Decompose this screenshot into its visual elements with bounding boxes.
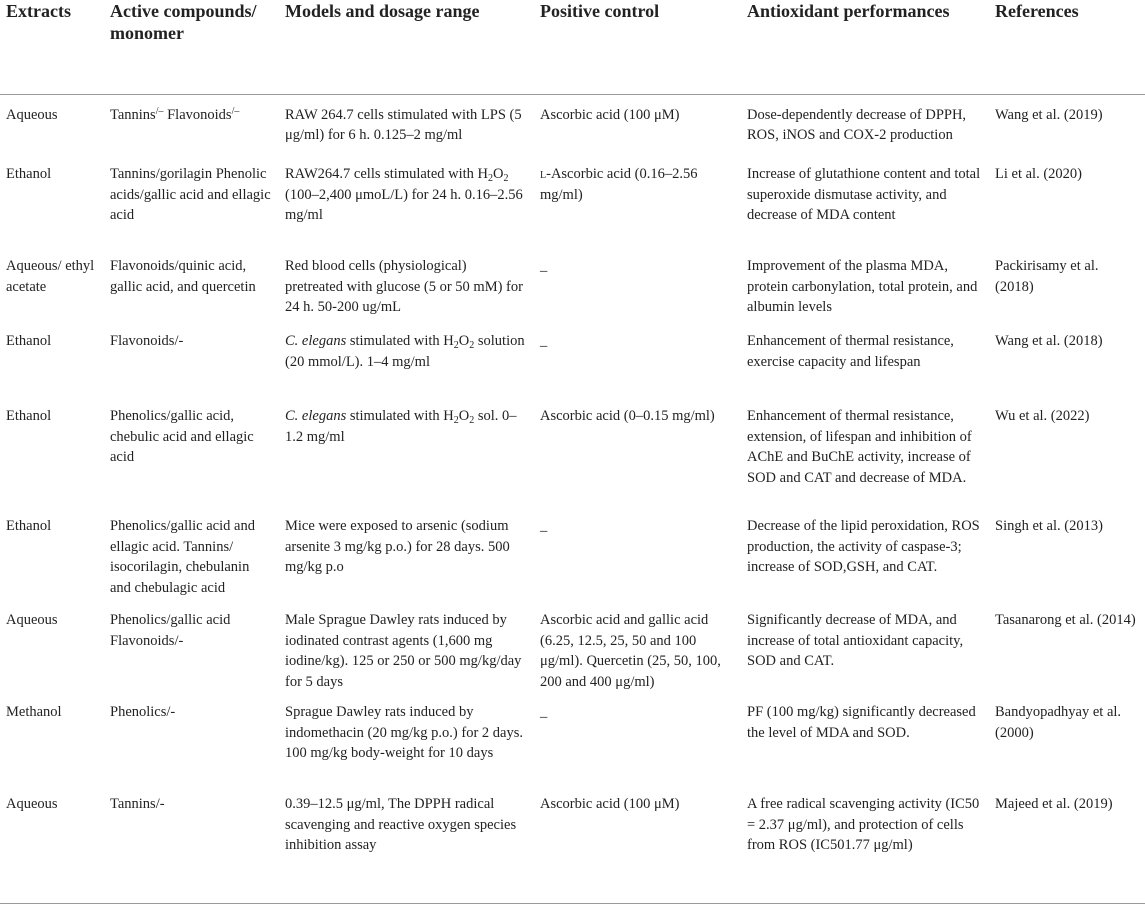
cell-compounds: Phenolics/- (110, 704, 176, 720)
cell-performance: Dose-dependently decrease of DPPH, ROS, iNOS and COX-2 production (747, 106, 967, 143)
cell-performance: Enhancement of thermal resistance, extension, of lifespan and inhibition of AChE and BuChE activity, increase of SOD and CAT and decrease of MDA. (747, 408, 972, 486)
cell-extract: Ethanol (6, 333, 52, 349)
cell-compounds: Phenolics/gallic acid Flavonoids/- (110, 612, 231, 649)
cell-models: Sprague Dawley rats induced by indomethacin (20 mg/kg p.o.) for 2 days. 100 mg/kg body-weight for 10 days (285, 704, 523, 761)
table-row (0, 406, 1145, 516)
cell-control: l-Ascorbic acid (0.16–2.56 mg/ml) (540, 166, 698, 203)
header-models-dosage: Models and dosage range (279, 0, 534, 94)
table-header-row (0, 0, 1145, 94)
header-references: References (989, 0, 1145, 94)
cell-compounds: Flavonoids/- (110, 333, 184, 349)
cell-reference: Wang et al. (2019) (995, 106, 1103, 123)
cell-performance: Enhancement of thermal resistance, exercise capacity and lifespan (747, 333, 954, 370)
cell-models: RAW264.7 cells stimulated with $H_2O_2$ (100–2,400 μmoL/L) for 24 h. 0.16–2.56 mg/ml (285, 166, 523, 223)
table-row (0, 256, 1145, 331)
cell-models: Mice were exposed to arsenic (sodium arsenite 3 mg/kg p.o.) for 28 days. 500 mg/kg p.o (285, 518, 510, 575)
cell-extract: Ethanol (6, 408, 52, 424)
cell-reference: Bandyopadhyay et al. (2000) (995, 704, 1122, 741)
cell-performance: Increase of glutathione content and total superoxide dismutase activity, and decrease of MDA content (747, 166, 981, 223)
cell-performance: Decrease of the lipid peroxidation, ROS production, the activity of caspase-3; increase of SOD,GSH, and CAT. (747, 518, 980, 575)
cell-performance: PF (100 mg/kg) significantly decreased the level of MDA and SOD. (747, 704, 976, 741)
cell-extract: Aqueous (6, 612, 58, 628)
cell-performance: Improvement of the plasma MDA, protein carbonylation, total protein, and albumin levels (747, 258, 978, 315)
table-row (0, 794, 1145, 890)
cell-reference: Wu et al. (2022) (995, 408, 1090, 424)
cell-models: C. elegans stimulated with $H_2O_2$ sol. 0–1.2 mg/ml (285, 408, 517, 445)
table-row (0, 331, 1145, 406)
cell-control: Ascorbic acid (0–0.15 mg/ml) (540, 408, 715, 424)
cell-models: Red blood cells (physiological) pretreated with glucose (5 or 50 mM) for 24 h. 50-200 ug/mL (285, 258, 523, 315)
cell-extract: Aqueous (6, 106, 58, 123)
cell-extract: Ethanol (6, 166, 52, 182)
cell-compounds: Phenolics/gallic acid, chebulic acid and ellagic acid (110, 408, 254, 465)
cell-compounds: Flavonoids/quinic acid, gallic acid, and quercetin (110, 258, 256, 295)
cell-compounds: Tannins/- (110, 796, 165, 812)
cell-performance: Significantly decrease of MDA, and increase of total antioxidant capacity, SOD and CAT. (747, 612, 964, 669)
cell-reference: Wang et al. (2018) (995, 333, 1103, 349)
cell-reference: Singh et al. (2013) (995, 518, 1103, 534)
cell-control: _ (540, 258, 548, 274)
cell-reference: Packirisamy et al. (2018) (995, 258, 1099, 295)
cell-reference: Majeed et al. (2019) (995, 796, 1113, 812)
cell-control: Ascorbic acid (100 μM) (540, 796, 680, 812)
table-row (0, 94, 1145, 164)
cell-control: _ (540, 518, 548, 534)
cell-reference: Li et al. (2020) (995, 166, 1082, 182)
cell-models: RAW 264.7 cells stimulated with LPS (5 μg/ml) for 6 h. 0.125–2 mg/ml (285, 106, 522, 143)
cell-extract: Methanol (6, 704, 62, 720)
cell-models: 0.39–12.5 μg/ml, The DPPH radical scavenging and reactive oxygen species inhibition assay (285, 796, 517, 853)
cell-control: _ (540, 704, 548, 720)
cell-reference: Tasanarong et al. (2014) (995, 612, 1136, 628)
cell-compounds: Phenolics/gallic acid and ellagic acid. Tannins/ isocorilagin, chebulanin and chebulagic acid (110, 518, 255, 596)
cell-extract: Aqueous (6, 796, 58, 812)
cell-control: Ascorbic acid and gallic acid (6.25, 12.5, 25, 50 and 100 μg/ml). Quercetin (25, 50, 100, 200 and 400 μg/ml) (540, 612, 721, 690)
cell-control: _ (540, 333, 548, 349)
table-bottom-rule (0, 903, 1145, 904)
cell-performance: A free radical scavenging activity (IC50 = 2.37 μg/ml), and protection of cells from ROS (IC501.77 μg/ml) (747, 796, 980, 853)
header-active-compounds: Active compounds/ monomer (104, 0, 279, 94)
cell-extract: Ethanol (6, 518, 52, 534)
cell-control: Ascorbic acid (100 μM) (540, 106, 680, 123)
cell-models: C. elegans stimulated with $H_2O_2$ solution (20 mmol/L). 1–4 mg/ml (285, 333, 525, 370)
cell-models: Male Sprague Dawley rats induced by iodinated contrast agents (1,600 mg iodine/kg). 125 or 250 or 500 mg/kg/day for 5 days (285, 612, 522, 690)
header-positive-control: Positive control (534, 0, 741, 94)
table-row (0, 610, 1145, 702)
cell-extract: Aqueous/ ethyl acetate (6, 258, 95, 295)
header-extracts: Extracts (0, 0, 104, 94)
header-antioxidant-performances: Antioxidant performances (741, 0, 989, 94)
cell-compounds: Tannins/– Flavonoids/– (110, 105, 240, 123)
table-row (0, 516, 1145, 610)
table-row (0, 702, 1145, 794)
table-row (0, 164, 1145, 256)
cell-compounds: Tannins/gorilagin Phenolic acids/gallic acid and ellagic acid (110, 166, 271, 223)
